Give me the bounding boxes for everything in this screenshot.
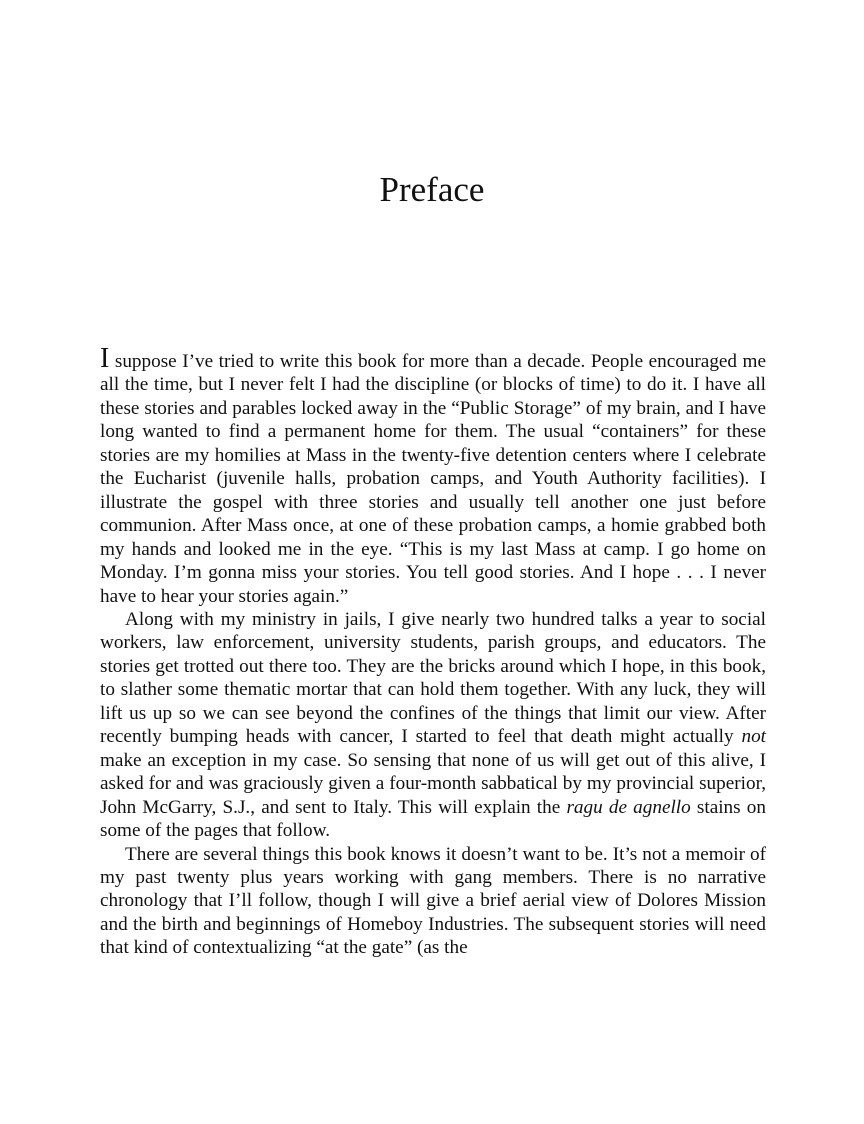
drop-cap: I <box>100 343 110 374</box>
paragraph <box>100 608 766 843</box>
text-segment: make an exception in my case. So sensing that none of us will get out of this alive, I asked for and was graciously given a four-month sabbatical by my provincial superior, John McGarry, S.J., and sent to Italy. This will explain the <box>100 749 766 818</box>
text-segment: stains on some of the pages that follow. <box>100 796 766 842</box>
italic-text: not <box>741 726 766 748</box>
italic-text: ragu de agnello <box>566 796 691 818</box>
chapter-title: Preface <box>379 170 485 209</box>
body-text <box>100 345 766 960</box>
text-segment: Along with my ministry in jails, I give nearly two hundred talks a year to social workers, law enforcement, university students, parish groups, and educators. The stories get trotted out there too. They are the bricks around which I hope, in this book, to slather some thematic mortar that can hold them together. With any luck, they will lift us up so we can see beyond the confines of the things that limit our view. After recently bumping heads with cancer, I started to feel that death might actually <box>100 608 766 748</box>
paragraph <box>100 345 766 608</box>
text-segment: suppose I’ve tried to write this book for more than a decade. People encouraged me all the time, but I never felt I had the discipline (or blocks of time) to do it. I have all these stories and parables locked away in the “Public Storage” of my brain, and I have long wanted to find a permanent home for them. The usual “containers” for these stories are my homilies at Mass in the twenty-five detention centers where I celebrate the Eucharist (juvenile halls, probation camps, and Youth Authority facilities). I illustrate the gospel with three stories and usually tell another one just before communion. After Mass once, at one of these probation camps, a homie grabbed both my hands and looked me in the eye. “This is my last Mass at camp. I go home on Monday. I’m gonna miss your stories. You tell good stories. And I hope . . . I never have to hear your stories again.” <box>100 351 766 607</box>
paragraph <box>100 843 766 960</box>
text-segment: There are several things this book knows it doesn’t want to be. It’s not a memoir of my past twenty plus years working with gang members. There is no narrative chronology that I’ll follow, though I will give a brief aerial view of Dolores Mission and the birth and beginnings of Homeboy Industries. The subsequent stories will need that kind of contextualizing “at the gate” (as the <box>100 843 766 959</box>
